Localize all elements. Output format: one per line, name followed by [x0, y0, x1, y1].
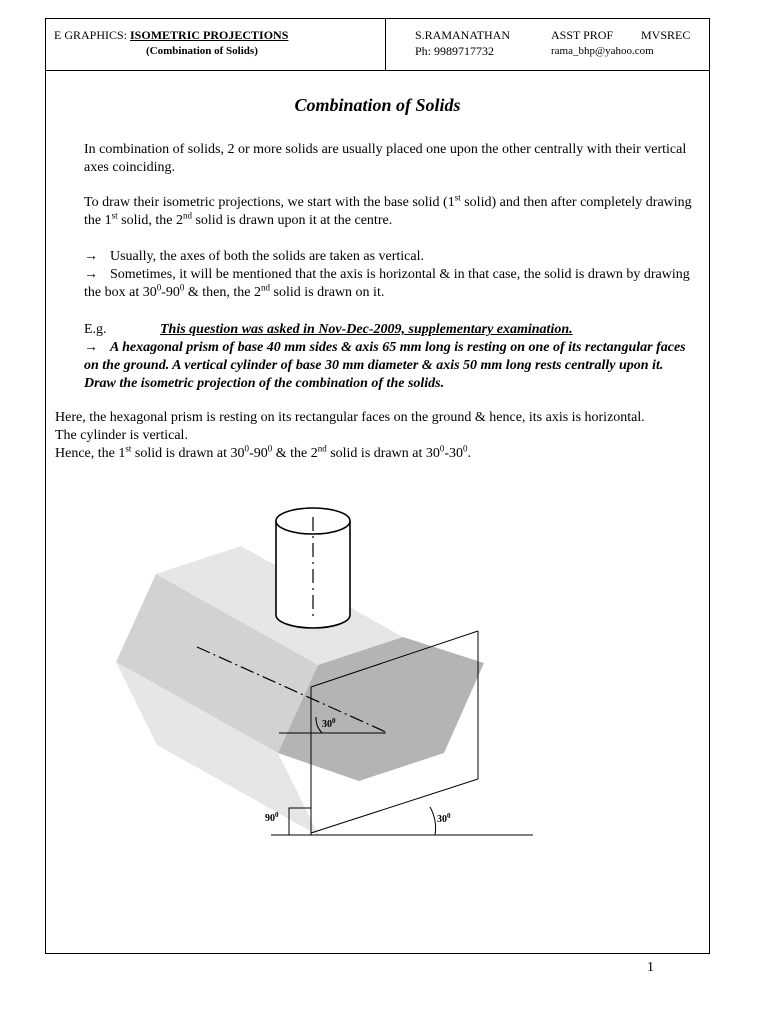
intro-paragraph: In combination of solids, 2 or more solids are usually placed one upon the other centrally with their vertical axes coinciding.	[84, 142, 687, 175]
explanation-text: .	[467, 446, 472, 461]
superscript: 0	[156, 282, 162, 293]
arrow-icon: →	[84, 340, 98, 355]
superscript: 0	[267, 443, 273, 454]
header-subtopic: (Combination of Solids)	[146, 45, 258, 57]
superscript: nd	[317, 443, 327, 454]
header-author-block	[415, 27, 705, 59]
superscript: 0	[447, 812, 451, 820]
angle-value: 30	[322, 719, 332, 730]
superscript: st	[454, 192, 461, 203]
superscript: 0	[275, 811, 279, 819]
explanation-line: The cylinder is vertical.	[55, 428, 188, 443]
superscript: nd	[261, 282, 270, 293]
angle-arc-30-ground	[430, 807, 436, 835]
superscript: 0	[439, 443, 445, 454]
explanation-text: & the 2	[272, 446, 318, 461]
bullet-text: solid is drawn on it.	[270, 285, 385, 300]
page-header	[46, 19, 709, 71]
procedure-text: solid is drawn upon it at the centre.	[191, 213, 393, 228]
example-note: This question was asked in Nov-Dec-2009, supplementary examination.	[160, 322, 573, 337]
header-phone: Ph: 9989717732	[415, 44, 495, 58]
header-divider	[385, 19, 386, 71]
bullet-item	[84, 266, 694, 302]
superscript: st	[111, 210, 118, 221]
procedure-text: To draw their isometric projections, we start with the base solid (1	[84, 195, 455, 210]
header-course	[54, 27, 288, 59]
bullet-item	[84, 248, 694, 266]
example-question	[84, 339, 694, 393]
explanation-text: Hence, the 1	[55, 446, 126, 461]
angle-label	[265, 811, 279, 824]
box-bottom-line	[311, 779, 478, 833]
bullet-text: Usually, the axes of both the solids are taken as vertical.	[110, 249, 424, 264]
arrow-icon: →	[84, 249, 98, 264]
explanation-line	[55, 445, 705, 463]
explanation-block	[55, 409, 705, 463]
explanation-text: -30	[444, 446, 464, 461]
example-label: E.g.	[84, 322, 107, 337]
explanation-line: Here, the hexagonal prism is resting on its rectangular faces on the ground & hence, its axis is horizontal.	[55, 410, 645, 425]
header-subject: E GRAPHICS:	[54, 28, 128, 42]
header-institution: MVSREC	[641, 28, 691, 42]
superscript: 0	[332, 717, 336, 725]
explanation-text: solid is drawn at 30	[131, 446, 245, 461]
angle-value: 30	[437, 814, 447, 825]
procedure-text: solid) and then after completely drawing the 1	[84, 195, 692, 228]
explanation-text: -90	[249, 446, 268, 461]
page-title: Combination of Solids	[294, 95, 461, 115]
bullet-text: & then, the 2	[184, 285, 261, 300]
explanation-text: solid is drawn at 30	[326, 446, 440, 461]
superscript: st	[125, 443, 132, 454]
question-text: A hexagonal prism of base 40 mm sides & axis 65 mm long is resting on one of its rectangular faces on the ground. A vertical cylinder of base 30 mm diameter & axis 50 mm long rests centrally upon it. Draw the isometric projection of the combination of the solids.	[84, 340, 686, 391]
superscript: 0	[179, 282, 185, 293]
angle-value: 90	[265, 813, 275, 824]
superscript: 0	[463, 443, 468, 454]
arrow-icon: →	[84, 267, 98, 282]
angle-label	[437, 812, 451, 825]
isometric-diagram	[46, 489, 709, 849]
procedure-paragraph	[84, 194, 694, 230]
header-email: rama_bhp@yahoo.com	[551, 45, 654, 57]
header-author: S.RAMANATHAN	[415, 28, 511, 42]
example-heading	[84, 321, 694, 339]
page-frame	[45, 18, 710, 954]
bullet-text: Sometimes, it will be mentioned that the axis is horizontal & in that case, the solid is drawn by drawing the box at 30	[84, 267, 690, 300]
bullet-text: -90	[161, 285, 180, 300]
header-topic: ISOMETRIC PROJECTIONS	[130, 28, 289, 42]
superscript: nd	[182, 210, 192, 221]
superscript: 0	[244, 443, 250, 454]
header-designation: ASST PROF	[551, 28, 614, 42]
procedure-text: solid, the 2	[117, 213, 183, 228]
page-number: 1	[647, 960, 654, 975]
